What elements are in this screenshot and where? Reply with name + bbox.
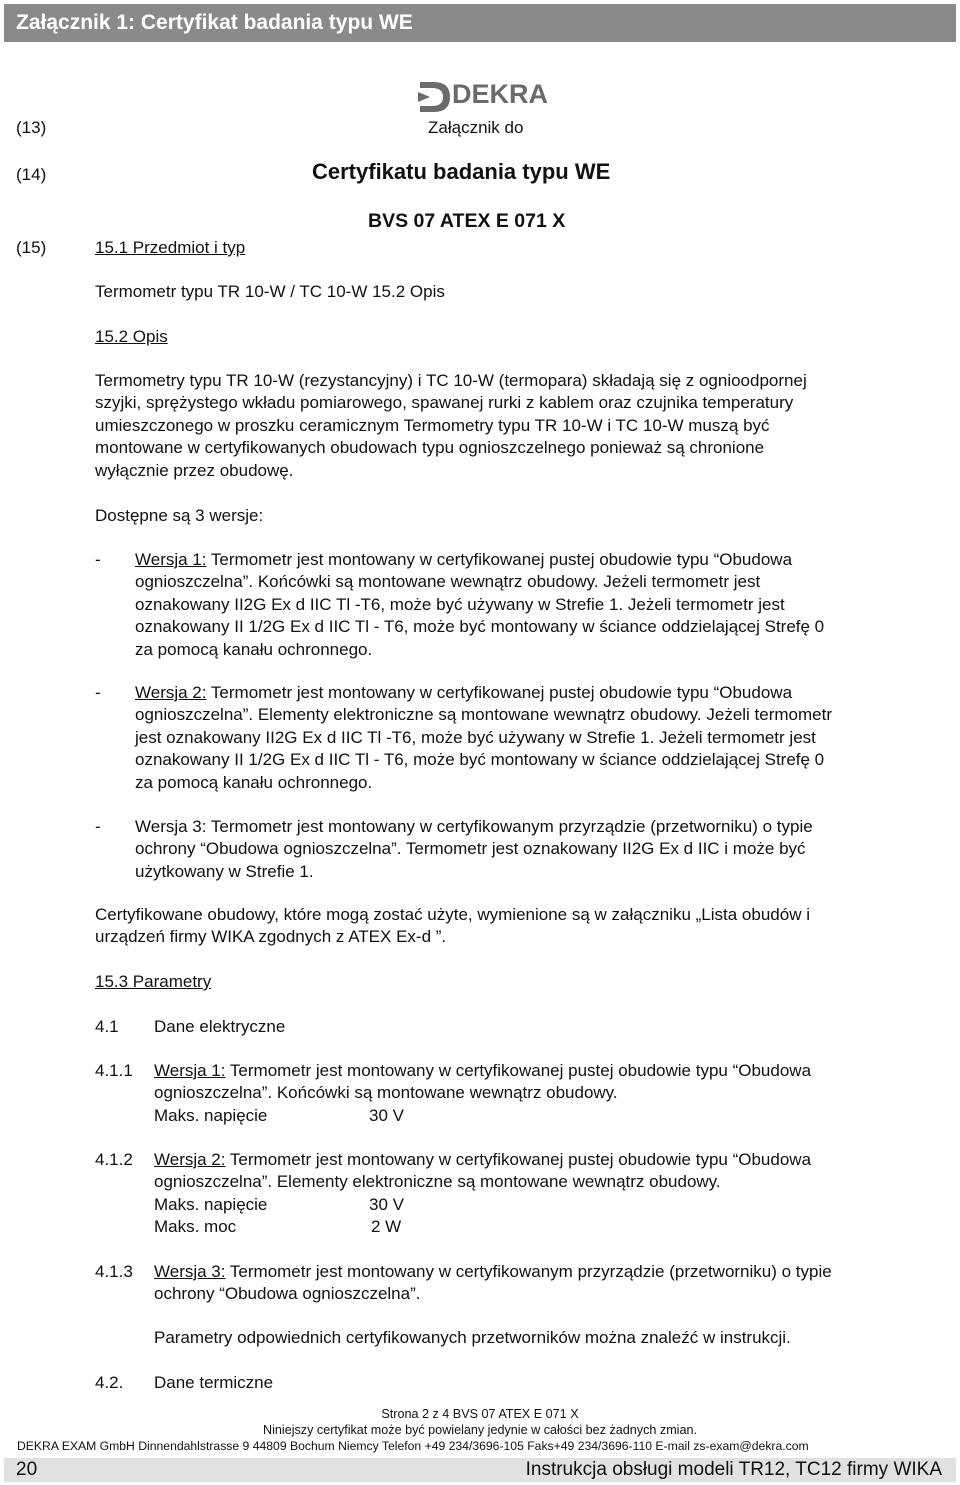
section-4-1-2-line: ognioszczelna”. Elementy elektroniczne są montowane wewnątrz obudowy.	[154, 1172, 721, 1192]
description-line: umieszczonego w proszku ceramicznym Termometry typu TR 10-W i TC 10-W muszą być	[95, 415, 770, 435]
version-3-text: Termometr jest montowany w certyfikowanym przyrządzie (przetworniku) o typie	[206, 817, 813, 836]
section-4-1-3-num: 4.1.3	[95, 1262, 133, 1281]
section-4-1-1-line: ognioszczelna”. Końcówki są montowane wewnątrz obudowy.	[154, 1083, 618, 1103]
param-name: Maks. moc	[154, 1217, 237, 1236]
certified-line: urządzeń firmy WIKA zgodnych z ATEX Ex-d ”.	[95, 927, 447, 947]
footer-address: DEKRA EXAM GmbH Dinnendahlstrasse 9 44809 Bochum Niemcy Telefon +49 234/3696-105 Faks+49 234/3696-110 E-mail zs-exam@dekra.com	[17, 1439, 809, 1453]
section-4-1-3-line: ochrony “Obudowa ognioszczelna”.	[154, 1284, 421, 1304]
version-1-text: Termometr jest montowany w certyfikowanej pustej obudowie typu “Obudowa	[206, 550, 793, 569]
section-4-1-1-block	[154, 1060, 811, 1105]
version-3-block	[135, 816, 813, 883]
version-2-label: Wersja 2:	[135, 683, 207, 702]
section-4-1-2-text: Termometr jest montowany w certyfikowanej pustej obudowie typu “Obudowa	[225, 1150, 812, 1169]
cert-title: Certyfikatu badania typu WE	[312, 159, 611, 184]
version-2-line: ognioszczelna”. Elementy elektroniczne są montowane wewnątrz obudowy. Jeżeli termometr	[135, 705, 833, 725]
section-15-1-subject: Termometr typu TR 10-W / TC 10-W 15.2 Opis	[95, 282, 445, 301]
version-1-line: oznakowany II2G Ex d IIC Tl -T6, może być używany w Strefie 1. Jeżeli termometr jest	[135, 594, 785, 614]
section-4-2-num: 4.2.	[95, 1373, 124, 1392]
version-1-line: za pomocą kanału ochronnego.	[135, 639, 373, 659]
section-4-1-3-block	[154, 1261, 832, 1306]
version-1-line: oznakowany II 1/2G Ex d IIC Tl - T6, może być montowany w ściance oddzielającej Strefę 0	[135, 617, 825, 637]
version-2-line: za pomocą kanału ochronnego.	[135, 772, 373, 792]
version-1-block	[135, 549, 824, 661]
version-3-line: użytkowany w Strefie 1.	[135, 861, 314, 881]
footer-page: Strona 2 z 4 BVS 07 ATEX E 071 X	[381, 1407, 579, 1421]
versions-intro: Dostępne są 3 wersje:	[95, 506, 264, 525]
section-4-1-2-label: Wersja 2:	[154, 1150, 226, 1169]
annex-label: Załącznik do	[428, 118, 524, 137]
version-1-label: Wersja 1:	[135, 550, 207, 569]
certified-paragraph	[95, 904, 810, 949]
footer-note: Niniejszy certyfikat może być powielany jedynie w całości bez żadnych zmian.	[263, 1423, 697, 1437]
section-4-1-1-num: 4.1.1	[95, 1061, 133, 1080]
manual-page-number: 20	[16, 1459, 38, 1480]
description-line: szyjki, sprężystego wkładu pomiarowego, spawanej rurki z kablem oraz czujnika temperatury	[95, 393, 794, 413]
version-1-dash: -	[95, 550, 101, 569]
code-15: (15)	[16, 238, 47, 257]
version-2-block	[135, 682, 832, 794]
version-3-dash: -	[95, 817, 101, 836]
description-line: Termometry typu TR 10-W (rezystancyjny) i TC 10-W (termopara) składają się z ognioodpornej	[95, 371, 807, 390]
section-4-1-3-label: Wersja 3:	[154, 1262, 226, 1281]
section-4-1-1-label: Wersja 1:	[154, 1061, 226, 1080]
param-name: Maks. napięcie	[154, 1195, 268, 1214]
section-15-2-label: 15.2 Opis	[95, 327, 168, 346]
certified-line: Certyfikowane obudowy, które mogą zostać użyte, wymienione są w załączniku „Lista obudów i	[95, 905, 810, 924]
code-13: (13)	[16, 118, 47, 137]
version-2-text: Termometr jest montowany w certyfikowanej pustej obudowie typu “Obudowa	[206, 683, 793, 702]
header-title: Załącznik 1: Certyfikat badania typu WE	[16, 11, 413, 34]
section-4-1-title: Dane elektryczne	[154, 1017, 286, 1036]
version-2-line: oznakowany II 1/2G Ex d IIC Tl - T6, może być montowany w ściance oddzielającej Strefę 0	[135, 750, 825, 770]
section-4-1-2-num: 4.1.2	[95, 1150, 133, 1169]
manual-title: Instrukcja obsługi modeli TR12, TC12 firmy WIKA	[525, 1459, 942, 1480]
description-line: montowane w certyfikowanych obudowach typu ognioszczelnego ponieważ są chronione	[95, 438, 765, 458]
section-4-1-3-note: Parametry odpowiednich certyfikowanych przetworników można znaleźć w instrukcji.	[154, 1328, 791, 1347]
section-15-3-label: 15.3 Parametry	[95, 972, 212, 991]
cert-number: BVS 07 ATEX E 071 X	[368, 210, 566, 232]
param-name: Maks. napięcie	[154, 1106, 268, 1125]
section-4-2-title: Dane termiczne	[154, 1373, 274, 1392]
header-bar	[4, 4, 956, 42]
section-4-1-3-text: Termometr jest montowany w certyfikowanym przyrządzie (przetworniku) o typie	[225, 1262, 832, 1281]
section-15-1-label: 15.1 Przedmiot i typ	[95, 238, 246, 257]
version-1-line: ognioszczelna”. Końcówki są montowane wewnątrz obudowy. Jeżeli termometr jest	[135, 572, 761, 592]
code-14: (14)	[16, 165, 47, 184]
version-2-line: jest oznakowany II2G Ex d IIC Tl -T6, może być używany w Strefie 1. Jeżeli termometr jest	[135, 727, 816, 747]
description-paragraph	[95, 370, 807, 482]
description-line: wyłącznie przez obudowę.	[95, 460, 294, 480]
param-value: 2 W	[371, 1217, 402, 1236]
section-4-1-1-text: Termometr jest montowany w certyfikowanej pustej obudowie typu “Obudowa	[225, 1061, 812, 1080]
version-2-dash: -	[95, 683, 101, 702]
version-3-label: Wersja 3:	[135, 817, 207, 836]
brand-name: DEKRA	[452, 79, 549, 109]
param-value: 30 V	[369, 1106, 404, 1125]
section-4-1-num: 4.1	[95, 1017, 119, 1036]
param-value: 30 V	[369, 1195, 404, 1214]
section-4-1-2-block	[154, 1149, 811, 1194]
version-3-line: ochrony “Obudowa ognioszczelna”. Termometr jest oznakowany II2G Ex d IIC i może być	[135, 839, 806, 859]
